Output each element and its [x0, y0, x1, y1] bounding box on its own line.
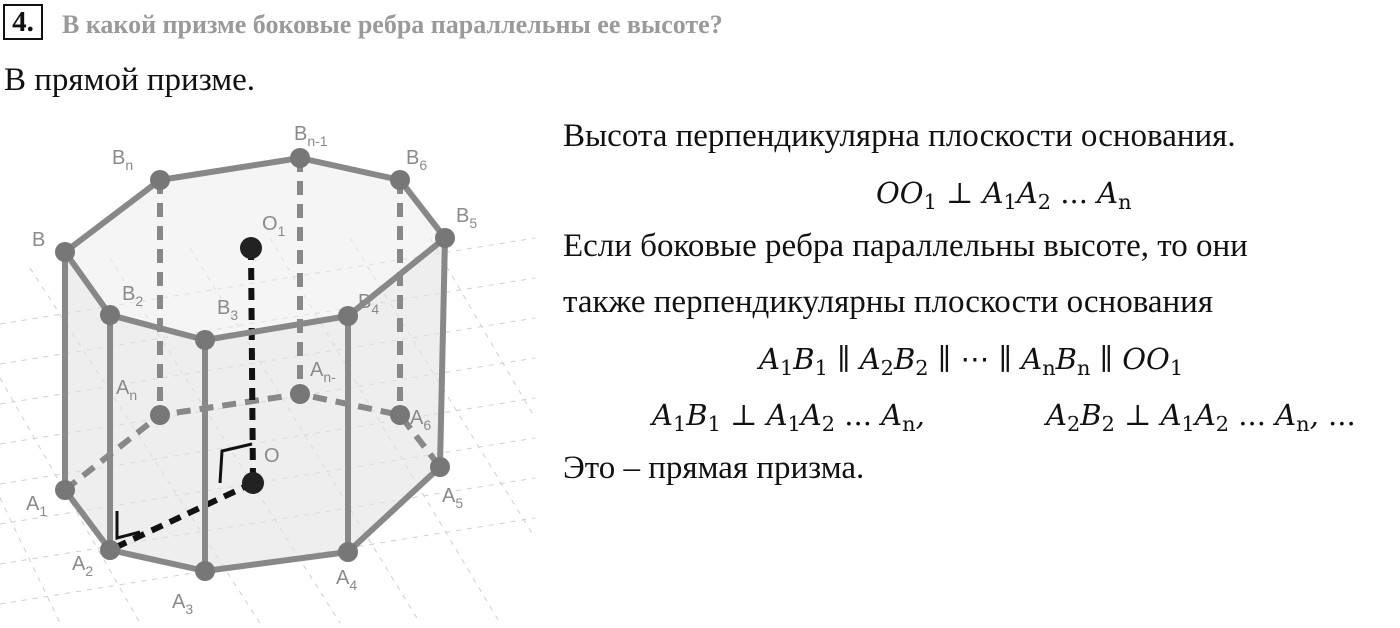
- label-B6: $B_6$: [406, 147, 428, 173]
- prism-figure: [0, 118, 535, 628]
- label-Bn1: $B_{n-1}$: [294, 123, 328, 149]
- explanation-conclusion: Это – прямая призма.: [563, 450, 865, 486]
- label-A5: $A_5$: [442, 485, 464, 511]
- label-B4: $B_4$: [358, 291, 380, 317]
- question-number: 4.: [3, 4, 43, 40]
- label-An: $A_n$: [116, 377, 138, 403]
- label-A4: $A_4$: [336, 567, 358, 593]
- label-Bn: $B_n$: [112, 147, 134, 173]
- label-A2: $A_2$: [72, 553, 94, 579]
- answer-text: В прямой призме.: [4, 62, 256, 98]
- label-A1: $A_1$: [26, 493, 48, 519]
- label-A3: $A_3$: [172, 591, 194, 617]
- formula-edge2-perpendicular: $A_2B_2$ ⊥ $A_1A_2$ ... $A_n$, ...: [1046, 398, 1356, 436]
- label-B1: B: [32, 229, 46, 251]
- label-B2: $B_2$: [122, 283, 144, 309]
- label-B3: $B_3$: [217, 297, 239, 323]
- label-An1: $A_{n-}$: [310, 359, 336, 385]
- formula-edge1-perpendicular: $A_1B_1$ ⊥ $A_1A_2$ ... $A_n$,: [652, 398, 925, 436]
- label-B5: $B_5$: [456, 205, 478, 231]
- label-O1: $O_1$: [262, 213, 286, 239]
- formula-height-perpendicular: $OO_1$ ⊥ $A_1A_2$ ... $A_n$: [876, 176, 1132, 214]
- question-text: В какой призме боковые ребра параллельны ее высоте?: [62, 10, 723, 39]
- formula-edges-parallel: $A_1B_1$ ∥ $A_2B_2$ ∥ ⋯ ∥ $A_nB_n$ ∥ $OO_1$: [759, 342, 1184, 380]
- explanation-line-3: Если боковые ребра параллельны высоте, то они: [563, 228, 1248, 264]
- label-O: O: [264, 445, 280, 467]
- explanation-line-1: Высота перпендикулярна плоскости основания.: [563, 118, 1236, 154]
- label-A6: $A_6$: [410, 407, 432, 433]
- explanation-line-4: также перпендикулярны плоскости основания: [563, 284, 1214, 320]
